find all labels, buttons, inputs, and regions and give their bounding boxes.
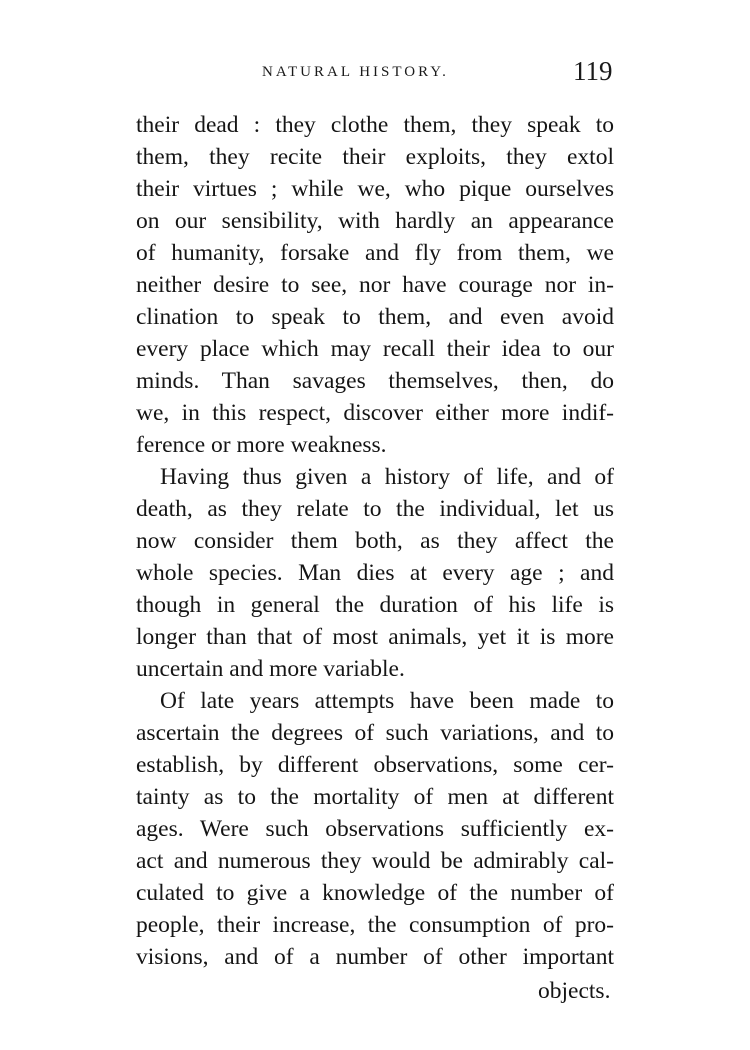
running-head: NATURAL HISTORY. [262,64,449,80]
book-page: NATURAL HISTORY. 119 their dead : they clothe them, they speak to them, they recite their exploits, they extol their virtues ; while we, who pique ourselves on our sensibility, with hardly an appearance of humanity, forsake and fly from them, we neither desire to see, nor have courage nor in- clination to speak to them, and even avoid every place which may recall their idea to our minds. Than savages themselves, then, do we, in this respect, discover either more indif- ference or more weakness. Having thus given a history of life, and of death, as they relate to the individual, let us now consider them both, as they affect the whole species. Man dies at every age ; and though in general the duration of his life is longer than that of most animals, yet it is more uncertain and more variable. Of late years attempts have been made to ascertain the degrees of such variations, and to establish, by different observations, some cer- tainty as to the mortality of men at different ages. Were such observations sufficiently ex- act and numerous they would be admirably cal- culated to give a knowledge of the number of people, their increase, the consumption of pro- visions, and of a number of other important objects. [0,0,750,1050]
page-number: 119 [573,56,613,86]
